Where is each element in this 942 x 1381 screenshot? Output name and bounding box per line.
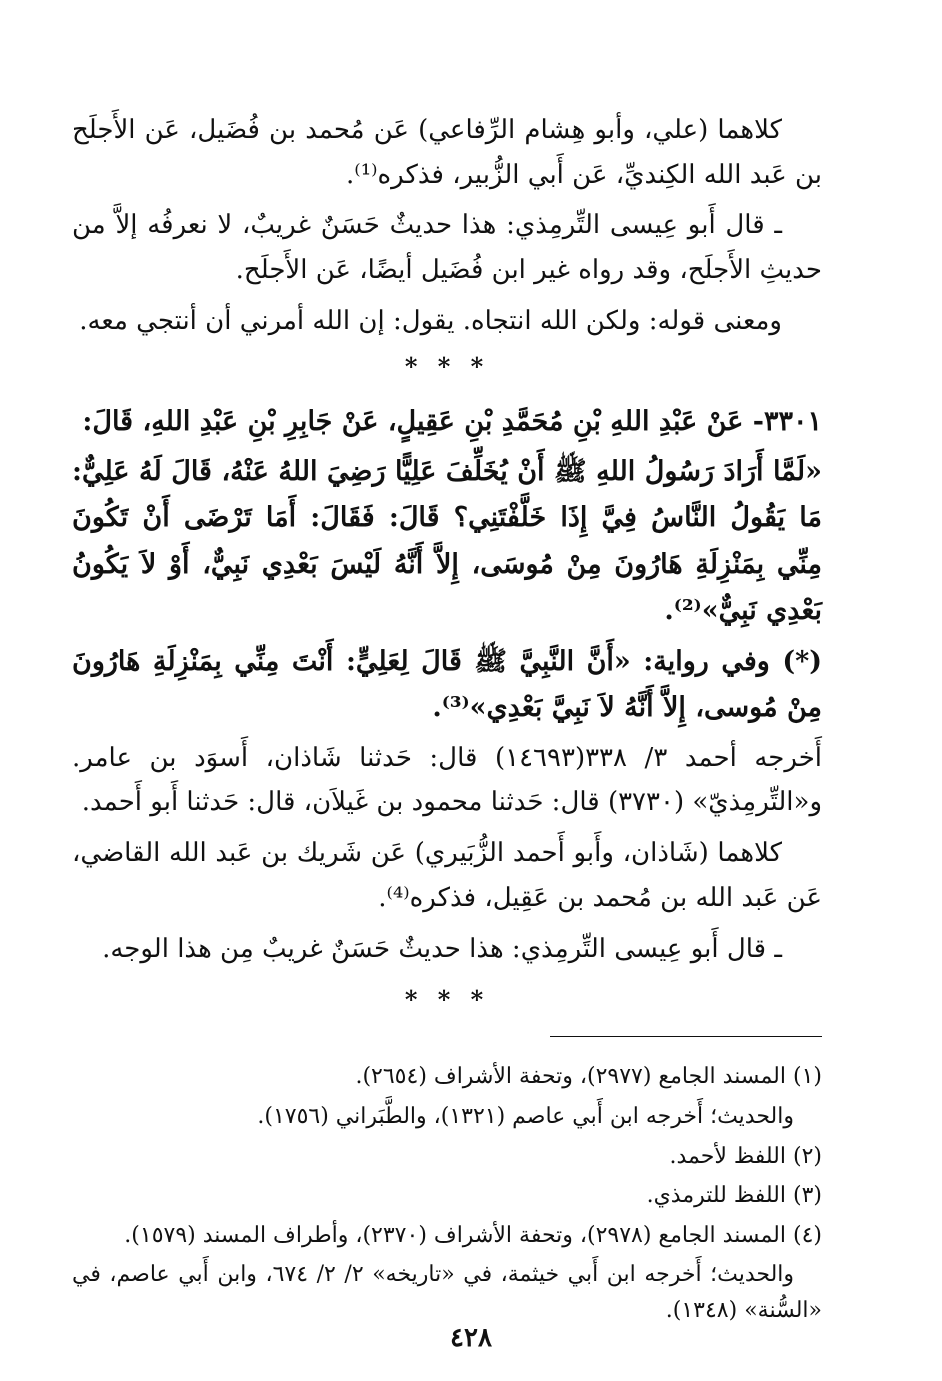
section-divider-stars-2: * * * [404, 985, 490, 1015]
paragraph-takhrij-chain: كلاهما (شَاذان، وأَبو أَحمد الزُّبَيري) عَن شَريك بن عَبد الله القاضي، عَن عَبد الله بن مُحمد بن عَقِيل، فذكره⁽⁴⁾. [72, 838, 822, 913]
page-content [72, 108, 822, 1341]
footnote-separator [72, 1036, 822, 1059]
paragraph-meaning: ومعنى قوله: ولكن الله انتجاه. يقول: إن الله أمرني أن أنتجي معه. [79, 305, 782, 336]
footnote-2: (٢) اللفظ لأحمد. [669, 1143, 822, 1169]
paragraph-takhrij: أَخرجه أحمد ٣/ ٣٣٨(١٤٦٩٣) قال: حَدثنا شَاذان، أَسوَد بن عامر. و«التِّرمِذيّ» (٣٧٣٠) قال: حَدثنا محمود بن غَيلاَن، قال: حَدثنا أَبو أَحمد. [72, 742, 822, 818]
footnote-3: (٣) اللفظ للترمذي. [646, 1183, 822, 1209]
footnote-4: (٤) المسند الجامع (٢٩٧٨)، وتحفة الأشراف (٢٣٧٠)، وأطراف المسند (١٥٧٩). [124, 1222, 822, 1248]
hadith-other-narration: (*) وفي رواية: «أَنَّ النَّبِيَّ ﷺ قَالَ لِعَلِيٍّ: أَنْتَ مِنِّي بِمَنْزِلَةِ هَارُونَ مِنْ مُوسى، إِلاَّ أَنَّهُ لاَ نَبِيَّ بَعْدِي»⁽³⁾. [72, 645, 822, 724]
paragraph-tirmidhi-grading-2: ـ قال أَبو عِيسى التِّرمِذي: هذا حديثٌ حَسَنٌ غريبٌ مِن هذا الوجه. [102, 933, 782, 964]
hadith-header [72, 399, 822, 445]
footnote-4-continuation: والحديث؛ أَخرجه ابن أَبي خيثمة، في «تاريخه» ٢/ ٢/ ٦٧٤، وابن أَبي عاصم، في «السُّنة» (١٣٤٨). [72, 1262, 822, 1323]
footnote-1: (١) المسند الجامع (٢٩٧٧)، وتحفة الأشراف (٢٦٥٤). [355, 1064, 822, 1090]
paragraph-tirmidhi-grading: ـ قال أَبو عِيسى التِّرمِذي: هذا حديثٌ حَسَنٌ غريبٌ، لا نعرفُه إلاَّ من حديثِ الأَجلَح، وقد رواه غير ابن فُضَيل أيضًا، عَن الأَجلَح. [72, 210, 822, 286]
hadith-number: ٣٣٠١- [752, 405, 822, 437]
footnote-1-continuation: والحديث؛ أَخرجه ابن أَبي عاصم (١٣٢١)، والطَّبَراني (١٧٥٦). [257, 1103, 794, 1129]
footnotes [72, 1059, 822, 1328]
paragraph-isnad-continuation: كلاهما (علي، وأبو هِشام الرِّفاعي) عَن مُحمد بن فُضَيل، عَن الأَجلَح بن عَبد الله الكِنديِّ، عَن أَبي الزُّبير، فذكره⁽¹⁾. [72, 115, 822, 190]
page-number: ٤٢٨ [450, 1323, 492, 1353]
section-divider-stars: * * * [404, 351, 490, 381]
hadith-isnad: عَنْ عَبْدِ اللهِ بْنِ مُحَمَّدِ بْنِ عَقِيلٍ، عَنْ جَابِرِ بْنِ عَبْدِ اللهِ، قَالَ: [82, 405, 744, 437]
hadith-matn: «لَمَّا أَرَادَ رَسُولُ اللهِ ﷺ أَنْ يُخَلِّفَ عَلِيًّا رَضِيَ اللهُ عَنْهُ، قَالَ لَهُ عَلِيٌّ: مَا يَقُولُ النَّاسُ فِيَّ إِذَا خَلَّفْتَنِي؟ قَالَ: فَقَالَ: أَمَا تَرْضَى أَنْ تَكُونَ مِنِّي بِمَنْزِلَةِ هَارُونَ مِنْ مُوسَى، إِلاَّ أَنَّهُ لَيْسَ بَعْدِي نَبِيٌّ، أَوْ لاَ يَكُونُ بَعْدِي نَبِيٌّ»⁽²⁾. [72, 456, 822, 627]
